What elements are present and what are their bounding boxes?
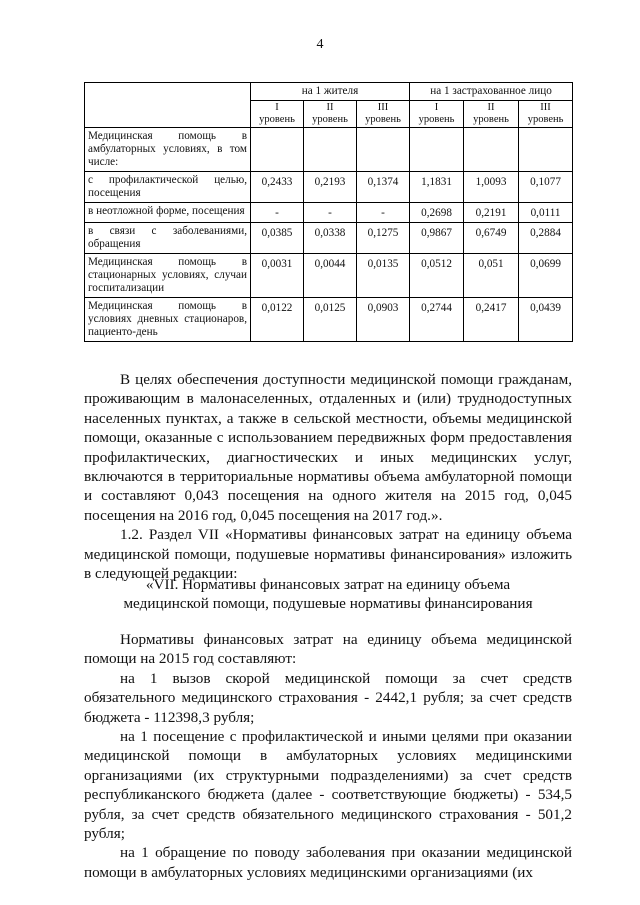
- cell-value: 0,1275: [357, 223, 410, 254]
- level-header: II уровень: [304, 101, 357, 128]
- cell-value: 0,0044: [304, 254, 357, 298]
- cell-value: 0,1077: [519, 172, 573, 203]
- cell-value: 0,2744: [410, 298, 464, 342]
- group-header-per-insured: на 1 застрахованное лицо: [410, 83, 573, 101]
- cell-value: -: [357, 203, 410, 223]
- level-header: I уровень: [410, 101, 464, 128]
- cell-value: 1,1831: [410, 172, 464, 203]
- cell-value: 0,6749: [464, 223, 519, 254]
- cell-value: 0,2417: [464, 298, 519, 342]
- cell-value: 0,1374: [357, 172, 410, 203]
- table-row: [85, 203, 573, 223]
- cell-value: [251, 128, 304, 172]
- cell-value: 0,0439: [519, 298, 573, 342]
- paragraph-section-vii-amendment: 1.2. Раздел VII «Нормативы финансовых затрат на единицу объема медицинской помощи, подушевые нормативы финансирования» изложить в следующей редакции:: [84, 526, 572, 583]
- row-label: Медицинская помощь в стационарных условиях, случаи госпитализации: [85, 254, 251, 298]
- cell-value: -: [251, 203, 304, 223]
- cell-value: -: [304, 203, 357, 223]
- cell-value: 0,2698: [410, 203, 464, 223]
- cell-value: 0,0135: [357, 254, 410, 298]
- row-label: в неотложной форме, посещения: [85, 203, 251, 223]
- cell-value: 0,0699: [519, 254, 573, 298]
- paragraph-ambulance-call: на 1 вызов скорой медицинской помощи за счет средств обязательного медицинского страхования - 2442,1 рубля; за счет средств бюджета - 112398,3 рубля;: [84, 669, 572, 726]
- group-header-per-resident: на 1 жителя: [251, 83, 410, 101]
- table-row: [85, 298, 573, 342]
- cell-value: 0,051: [464, 254, 519, 298]
- cell-value: 1,0093: [464, 172, 519, 203]
- cell-value: [410, 128, 464, 172]
- paragraph-norms-intro: Нормативы финансовых затрат на единицу объема медицинской помощи на 2015 год составляют:: [84, 631, 572, 668]
- cell-value: 0,2433: [251, 172, 304, 203]
- level-header: I уровень: [251, 101, 304, 128]
- cell-value: 0,2884: [519, 223, 573, 254]
- heading-line: «VII. Нормативы финансовых затрат на единицу объема: [145, 576, 511, 593]
- table-row: [85, 172, 573, 203]
- row-label: Медицинская помощь в амбулаторных условиях, в том числе:: [85, 128, 251, 172]
- cell-value: 0,2191: [464, 203, 519, 223]
- paragraph-disease-appeal: на 1 обращение по поводу заболевания при оказании медицинской помощи в амбулаторных условиях медицинскими организациями (их: [84, 844, 572, 881]
- heading-line: медицинской помощи, подушевые нормативы финансирования: [123, 595, 533, 613]
- cell-value: [304, 128, 357, 172]
- cell-value: [464, 128, 519, 172]
- cell-value: 0,0031: [251, 254, 304, 298]
- cell-value: [519, 128, 573, 172]
- cell-value: 0,0125: [304, 298, 357, 342]
- row-label: с профилактической целью, посещения: [85, 172, 251, 203]
- cell-value: [357, 128, 410, 172]
- cell-value: 0,2193: [304, 172, 357, 203]
- norms-table: [84, 82, 573, 342]
- level-header: II уровень: [464, 101, 519, 128]
- page-number: 4: [316, 37, 324, 52]
- cell-value: 0,0338: [304, 223, 357, 254]
- body-section-2: [84, 630, 572, 882]
- level-header: III уровень: [519, 101, 573, 128]
- cell-value: 0,0512: [410, 254, 464, 298]
- paragraph-outpatient-visit: на 1 посещение с профилактической и иными целями при оказании медицинской помощи в амбулаторных условиях медицинскими организациями (их структурными подразделениями) за счет средств республиканского бюджета (далее - соответствующие бюджеты) - 534,5 рубля, за счет средств обязательного медицинского страхования - 501,2 рубля;: [84, 728, 572, 843]
- table-row: [85, 254, 573, 298]
- section-heading: [84, 575, 572, 614]
- row-label: в связи с заболеваниями, обращения: [85, 223, 251, 254]
- table-header-row: [85, 83, 573, 101]
- cell-value: 0,0122: [251, 298, 304, 342]
- paragraph-mobile-care: В целях обеспечения доступности медицинской помощи гражданам, проживающим в малонаселенных, отдаленных и (или) труднодоступных населенных пунктах, а также в сельской местности, объемы медицинской помощи, оказанные с использованием передвижных форм предоставления профилактических, диагностических и иных медицинских услуг, включаются в территориальные нормативы объема амбулаторной помощи и составляют 0,043 посещения на одного жителя на 2015 год, 0,045 посещения на 2016 год, 0,045 посещения на 2017 год.».: [84, 371, 572, 524]
- header-empty-cell: [85, 83, 251, 128]
- cell-value: 0,0903: [357, 298, 410, 342]
- table-row: [85, 223, 573, 254]
- cell-value: 0,9867: [410, 223, 464, 254]
- table-row: [85, 128, 573, 172]
- level-header: III уровень: [357, 101, 410, 128]
- row-label: Медицинская помощь в условиях дневных стационаров, пациенто-день: [85, 298, 251, 342]
- cell-value: 0,0385: [251, 223, 304, 254]
- body-section-1: [84, 370, 572, 583]
- cell-value: 0,0111: [519, 203, 573, 223]
